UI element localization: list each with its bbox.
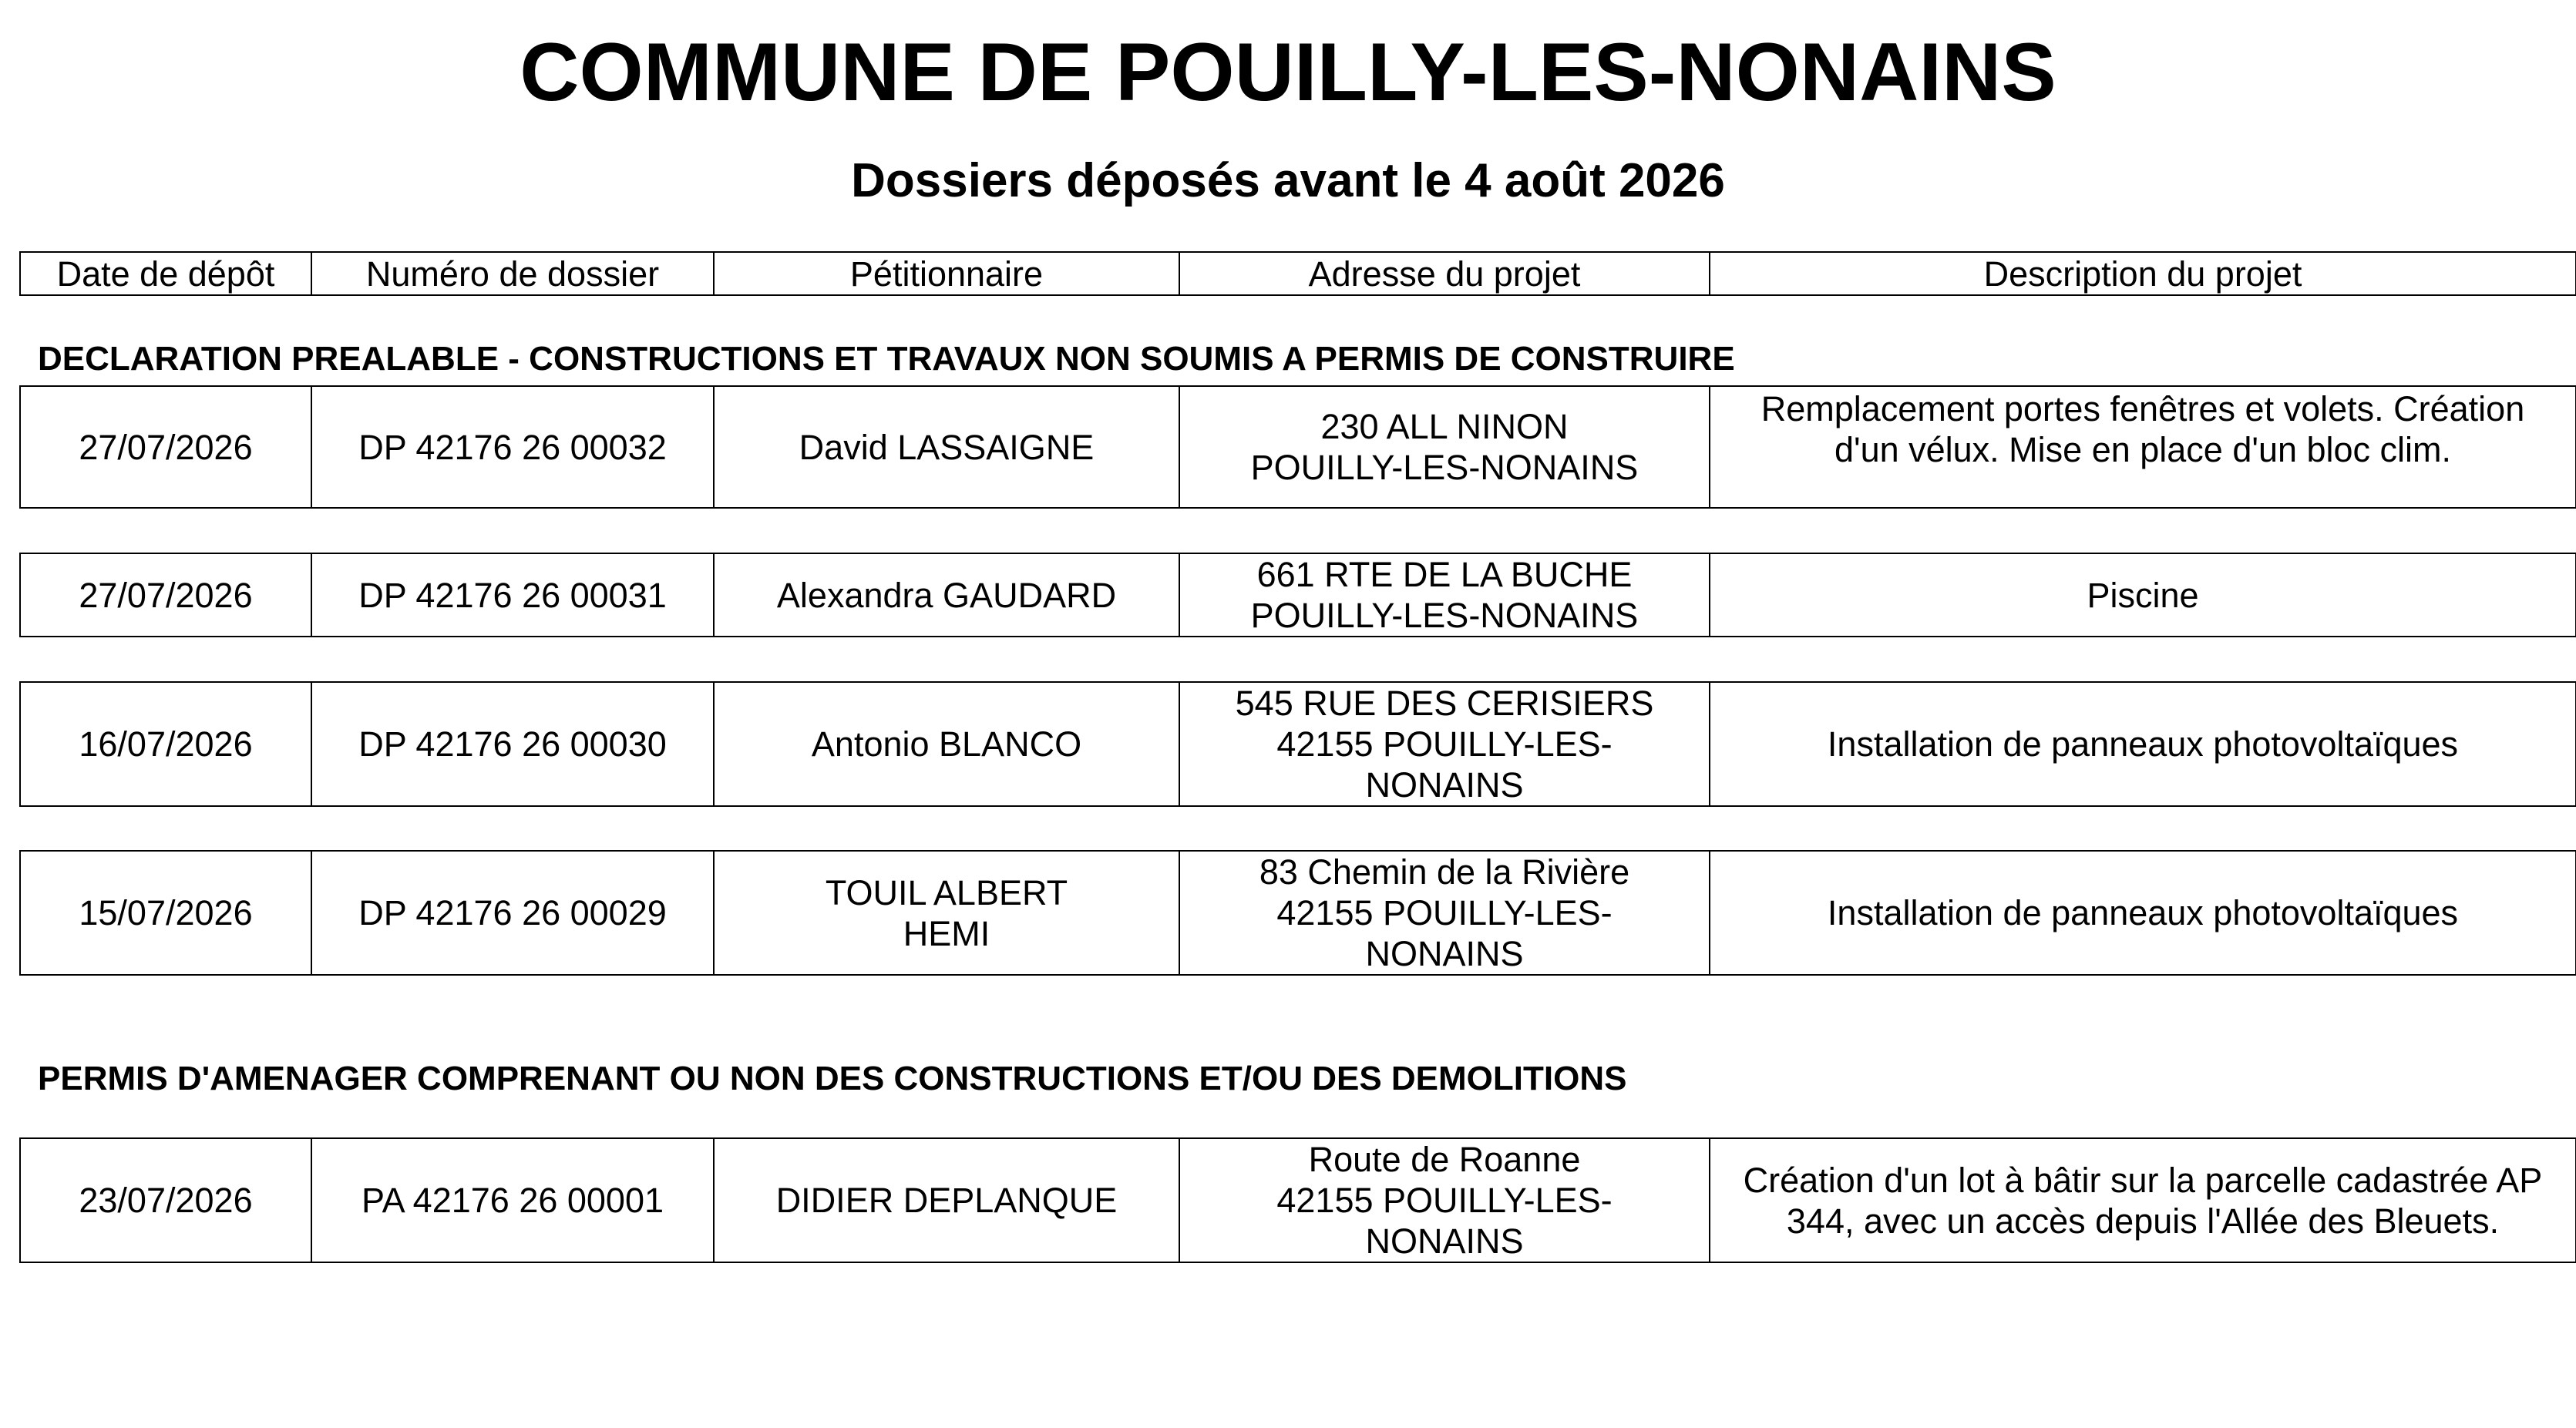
description-line: Installation de panneaux photovoltaïques	[1827, 893, 2459, 932]
cell-numero: DP 42176 26 00032	[311, 386, 714, 508]
cell-petitionnaire	[714, 1138, 1179, 1262]
adresse-line: NONAINS	[1365, 934, 1524, 973]
cell-adresse	[1179, 553, 1710, 637]
adresse-line: POUILLY-LES-NONAINS	[1250, 596, 1639, 635]
cell-petitionnaire	[714, 682, 1179, 806]
petitionnaire-line: TOUIL ALBERT	[825, 872, 1068, 912]
adresse-line: 661 RTE DE LA BUCHE	[1256, 555, 1633, 594]
adresse-line: NONAINS	[1365, 1221, 1524, 1261]
cell-date: 15/07/2026	[20, 851, 311, 975]
cell-adresse	[1179, 682, 1710, 806]
description-line: 344, avec un accès depuis l'Allée des Bleuets.	[1786, 1201, 2500, 1241]
cell-date: 27/07/2026	[20, 386, 311, 508]
cell-petitionnaire	[714, 553, 1179, 637]
header-petitionnaire: Pétitionnaire	[714, 252, 1179, 295]
cell-date: 23/07/2026	[20, 1138, 311, 1262]
cell-adresse	[1179, 386, 1710, 508]
cell-petitionnaire	[714, 386, 1179, 508]
petitionnaire-line: David LASSAIGNE	[799, 427, 1095, 467]
adresse-line: 42155 POUILLY-LES-	[1276, 724, 1613, 764]
cell-description	[1710, 553, 2576, 637]
cell-description	[1710, 1138, 2576, 1262]
cell-numero: DP 42176 26 00030	[311, 682, 714, 806]
header-numero-dossier: Numéro de dossier	[311, 252, 714, 295]
cell-date: 16/07/2026	[20, 682, 311, 806]
description-line: Création d'un lot à bâtir sur la parcelle cadastrée AP	[1743, 1160, 2543, 1200]
adresse-line: 42155 POUILLY-LES-	[1276, 1181, 1613, 1220]
cell-description	[1710, 851, 2576, 975]
header-adresse-projet: Adresse du projet	[1179, 252, 1710, 295]
petitionnaire-line: DIDIER DEPLANQUE	[775, 1181, 1118, 1220]
section-title-declaration-prealable: DECLARATION PREALABLE - CONSTRUCTIONS ET TRAVAUX NON SOUMIS A PERMIS DE CONSTRUIRE	[38, 340, 1735, 378]
cell-description	[1710, 682, 2576, 806]
cell-adresse	[1179, 851, 1710, 975]
table-row	[19, 681, 2576, 807]
document-title: COMMUNE DE POUILLY-LES-NONAINS	[520, 25, 2056, 118]
table-row	[19, 385, 2576, 509]
description-line: Remplacement portes fenêtres et volets. Création	[1760, 389, 2525, 428]
table-row	[19, 553, 2576, 637]
cell-description	[1710, 386, 2576, 508]
description-line: Installation de panneaux photovoltaïques	[1827, 724, 2459, 764]
description-line: d'un vélux. Mise en place d'un bloc clim.	[1834, 430, 2452, 469]
petitionnaire-line: HEMI	[903, 913, 990, 953]
table-row	[19, 850, 2576, 976]
cell-numero: PA 42176 26 00001	[311, 1138, 714, 1262]
section-title-permis-amenager: PERMIS D'AMENAGER COMPRENANT OU NON DES CONSTRUCTIONS ET/OU DES DEMOLITIONS	[38, 1060, 1627, 1097]
document-subtitle: Dossiers déposés avant le 4 août 2026	[851, 154, 1725, 207]
cell-date: 27/07/2026	[20, 553, 311, 637]
cell-petitionnaire	[714, 851, 1179, 975]
petitionnaire-line: Alexandra GAUDARD	[776, 575, 1117, 615]
petitionnaire-line: Antonio BLANCO	[811, 724, 1082, 764]
adresse-line: NONAINS	[1365, 765, 1524, 805]
header-description-projet: Description du projet	[1710, 252, 2576, 295]
adresse-line: 545 RUE DES CERISIERS	[1235, 684, 1654, 723]
cell-numero: DP 42176 26 00029	[311, 851, 714, 975]
adresse-line: 83 Chemin de la Rivière	[1259, 852, 1630, 892]
table-header	[19, 251, 2576, 296]
adresse-line: 42155 POUILLY-LES-	[1276, 893, 1613, 932]
adresse-line: 230 ALL NINON	[1320, 407, 1569, 446]
header-date-depot: Date de dépôt	[20, 252, 311, 295]
cell-numero: DP 42176 26 00031	[311, 553, 714, 637]
table-row	[19, 1137, 2576, 1263]
cell-adresse	[1179, 1138, 1710, 1262]
adresse-line: POUILLY-LES-NONAINS	[1250, 448, 1639, 487]
description-line: Piscine	[2087, 575, 2199, 615]
adresse-line: Route de Roanne	[1308, 1140, 1581, 1179]
